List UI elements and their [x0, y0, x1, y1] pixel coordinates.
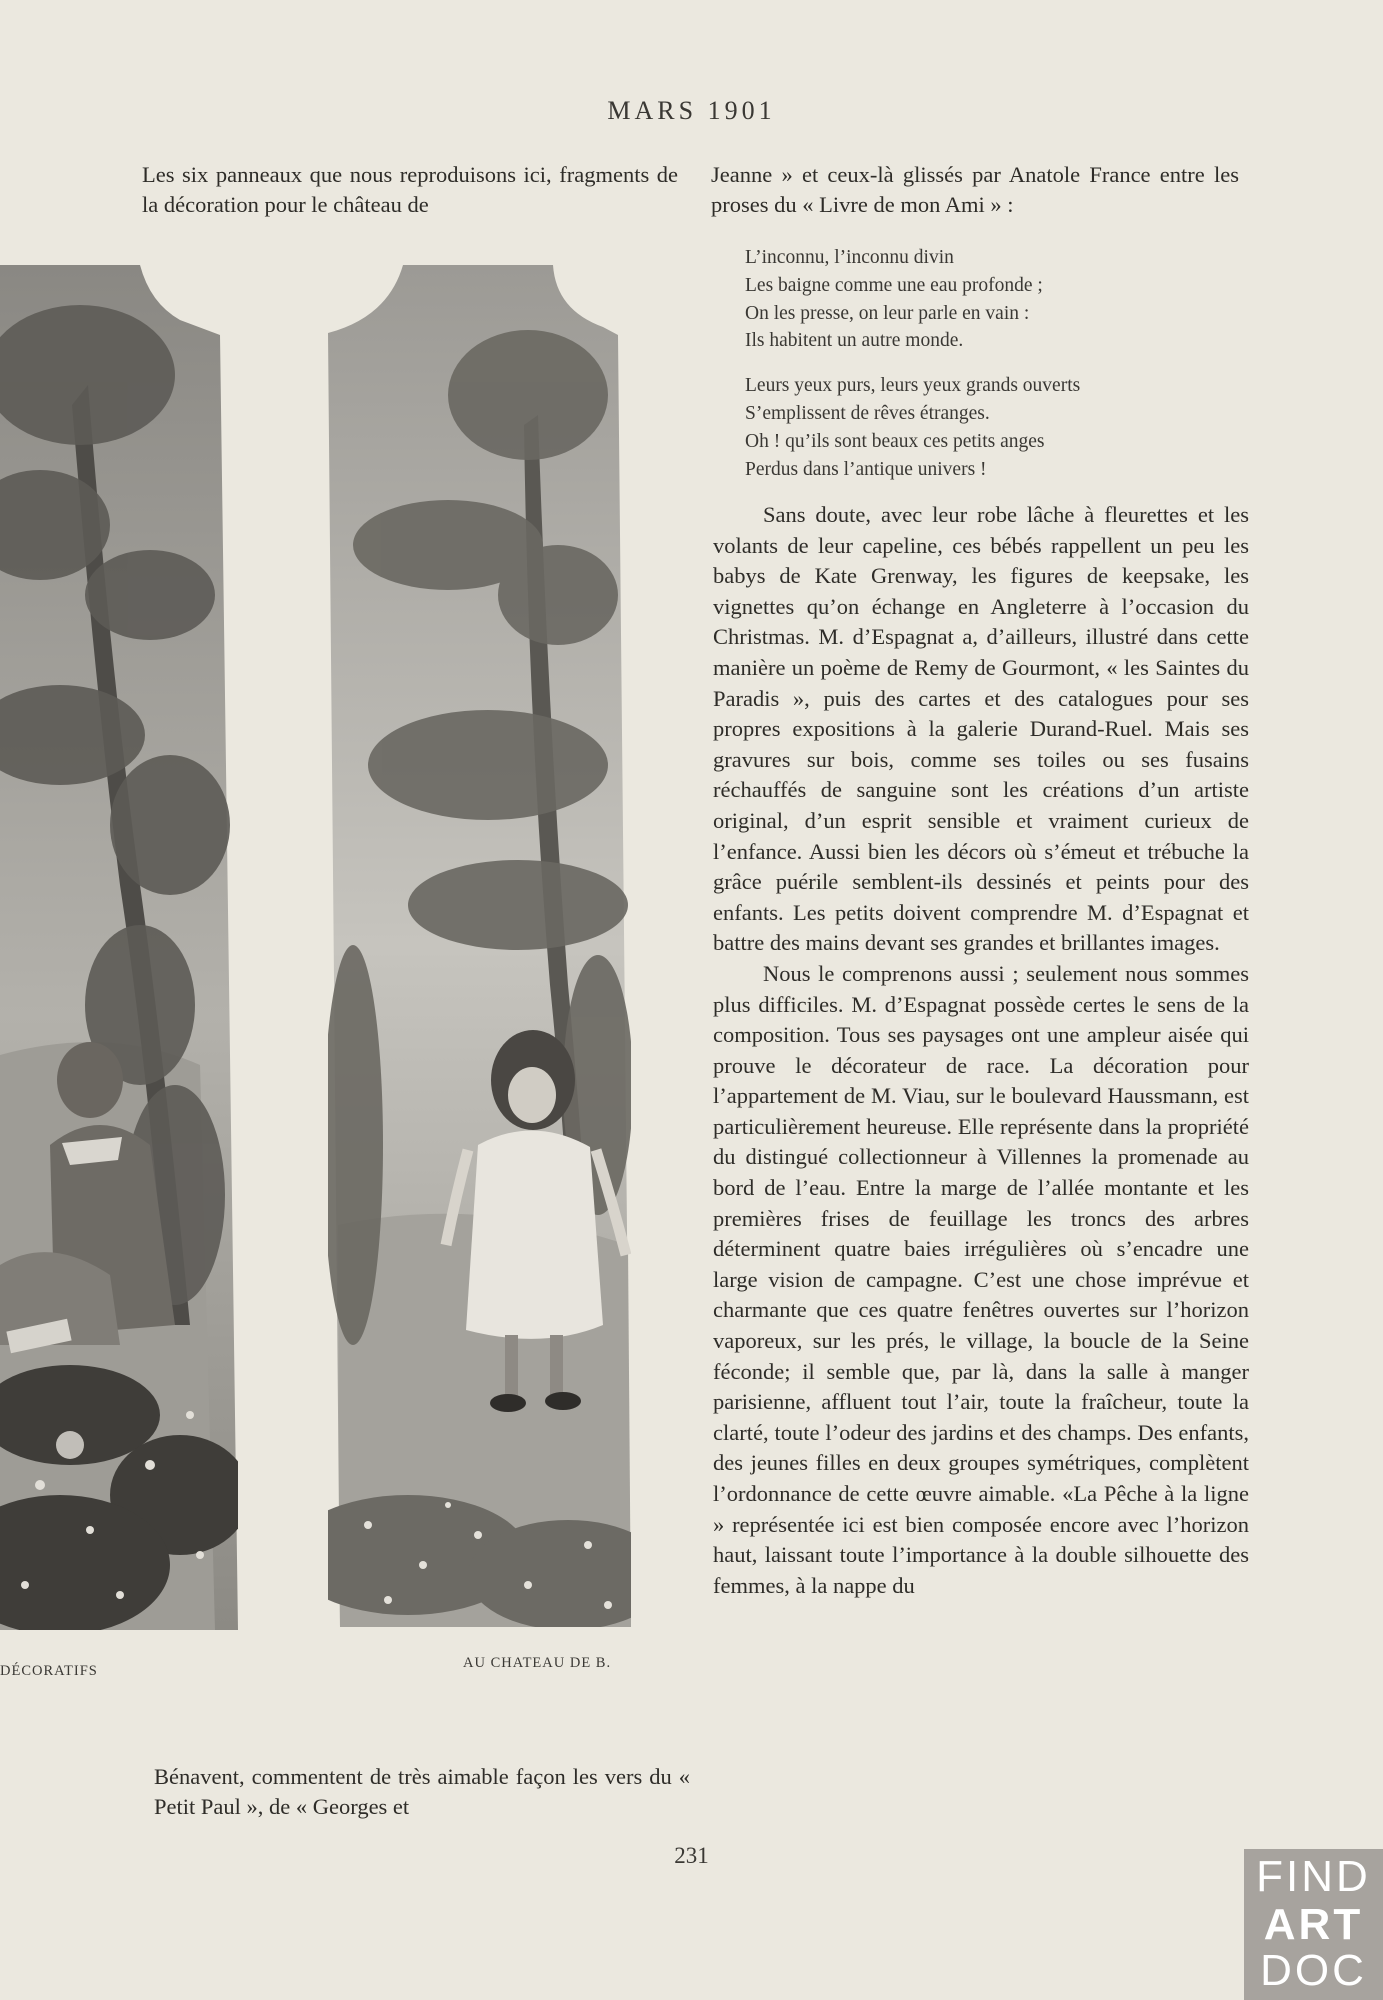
findartdoc-watermark-logo — [1244, 1849, 1383, 2000]
poem-line: Les baigne comme une eau profonde ; — [745, 274, 1043, 296]
intro-text-left: Les six panneaux que nous reproduisons ici, fragments de la décoration pour le château de — [142, 162, 678, 218]
poem-line: Ils habitent un autre monde. — [745, 330, 964, 352]
paragraph: Nous le comprenons aussi ; seulement nous sommes plus difficiles. M. d’Espagnat possède certes le sens de la composition. Tous ses paysages ont une ampleur aisée qui prouve le décorateur de race. La décoration pour l’appartement de M. Viau, sur le boulevard Haussmann, est particulièrement heureuse. Elle représente dans la propriété du distingué collectionneur à Villennes la promenade au bord de l’eau. Entre la marge de l’allée montante et les premières frises de feuillage les troncs des arbres déterminent quatre baies irrégulières où s’encadre une large vision de campagne. C’est une chose imprévue et charmante que ces quatre fenêtres ouvertes sur l’horizon vaporeux, sur les prés, le village, la boucle de la Seine féconde; il semble que, par là, dans la salle à manger parisienne, affluent tout l’air, toute la fraîcheur, toute la clarté, toute l’odeur des jardins et des champs. Des enfants, des jeunes filles en deux groupes symétriques, complètent l’ordonnance de cette œuvre aimable. «La Pêche à la ligne » représentée ici est bien composée encore avec l’horizon haut, laissant toute l’importance à la double silhouette des femmes, à la nappe du — [713, 960, 1249, 1598]
poem-line: Oh ! qu’ils sont beaux ces petits anges — [745, 430, 1045, 452]
caption-left: DÉCORATIFS — [0, 1663, 98, 1679]
continuation-text-left: Bénavent, commentent de très aimable façon les vers du « Petit Paul », de « Georges et — [154, 1764, 690, 1820]
page-number: 231 — [674, 1843, 709, 1868]
running-head: MARS 1901 — [607, 96, 776, 125]
poem-line: On les presse, on leur parle en vain : — [745, 302, 1030, 324]
poem-stanza-2 — [745, 372, 1265, 483]
poem-line: S’emplissent de rêves étranges. — [745, 402, 990, 424]
poem-stanza-1 — [745, 244, 1265, 355]
decorative-panel-woman-reading — [0, 265, 238, 1630]
poem-line: Leurs yeux purs, leurs yeux grands ouverts — [745, 375, 1081, 397]
poem — [745, 244, 1265, 500]
decorative-panel-girl — [328, 265, 631, 1627]
watermark-line: FIND — [1256, 1852, 1371, 1901]
intro-text-right: Jeanne » et ceux-là glissés par Anatole France entre les proses du « Livre de mon Ami » : — [711, 162, 1239, 218]
paragraph: Sans doute, avec leur robe lâche à fleurettes et les volants de leur capeline, ces bébés rappellent un peu les babys de Kate Grenway, les figures de keepsake, les vignettes qu’on échange en Angleterre à l’occasion du Christmas. M. d’Espagnat a, d’ailleurs, illustré dans cette manière un poème de Remy de Gourmont, « les Saintes du Paradis », puis des cartes et des catalogues pour ses propres expositions à la galerie Durand-Ruel. Mais ses gravures sur bois, comme ses toiles ou ses fusains réchauffés de sanguine sont les créations d’un artiste original, d’un esprit sensible et vraiment curieux de l’enfance. Aussi bien les décors où s’émeut et trébuche la grâce puérile semblent-ils dessinés et peints pour des enfants. Les petits doivent comprendre M. d’Espagnat et battre des mains devant ses grandes et brillantes images. — [713, 502, 1249, 956]
watermark-line: DOC — [1260, 1946, 1367, 1995]
watermark-line: ART — [1263, 1900, 1364, 1949]
caption-right: AU CHATEAU DE B. — [463, 1655, 612, 1671]
article-body — [713, 500, 1249, 1601]
poem-line: Perdus dans l’antique univers ! — [745, 458, 987, 480]
poem-line: L’inconnu, l’inconnu divin — [745, 247, 954, 268]
